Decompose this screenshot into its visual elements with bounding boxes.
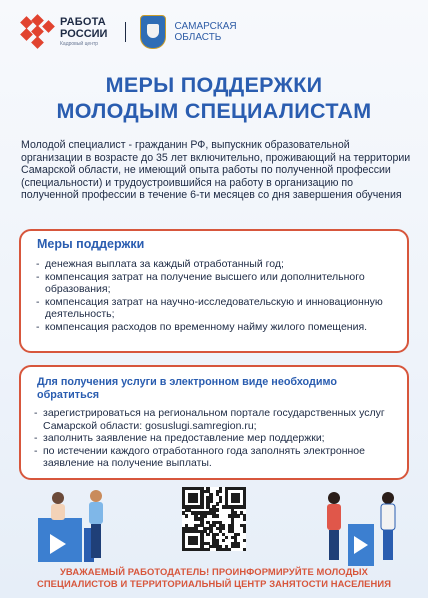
qr-module [219,499,222,502]
rabota-rossii-logo-icon [18,14,54,50]
qr-module [206,533,209,536]
qr-module [243,517,246,520]
qr-module [216,533,219,536]
qr-module [237,545,240,548]
qr-module [216,514,219,517]
list-item: - компенсация затрат на получение высшего или дополнительного образования; [33,271,403,296]
qr-module [222,527,225,530]
online-service-box [19,365,409,480]
qr-module [203,514,206,517]
qr-module [219,490,222,493]
qr-module [243,548,246,551]
title-line2: МОЛОДЫМ СПЕЦИАЛИСТАМ [56,99,372,123]
header-divider [125,22,126,42]
support-measures-heading: Меры поддержки [37,237,145,251]
header [18,10,237,54]
qr-module [200,505,203,508]
qr-module [228,548,231,551]
person-legs-icon [91,524,101,558]
person-legs-icon [383,530,393,560]
footer-line1: УВАЖАЕМЫЙ РАБОТОДАТЕЛЬ! ПРОИНФОРМИРУЙТЕ МОЛОДЫХ [60,566,368,577]
list-item: - компенсация расходов по временному найму жилого помещения. [33,321,403,334]
online-service-list [31,407,403,470]
intro-paragraph: Молодой специалист - гражданин РФ, выпускник образовательной организации в возрасте до 35 лет включительно, проживающий на территории Самарской области, не имеющий опыта работы по полученной профессии (специальности) и трудоустроившийся на работу в организацию по полученной профессии в течение 6-ти месяцев со дня завершения обучения [21,139,411,201]
list-item: - денежная выплата за каждый отработанный год; [33,258,403,271]
online-service-heading: Для получения услуги в электронном виде необходимо обратиться [37,376,337,401]
person-legs-icon [329,530,339,560]
person-body-icon [89,502,103,524]
brand-line1: РАБОТА [60,16,106,28]
qr-module [237,533,240,536]
brand-line2: РОССИИ [60,28,108,40]
list-item: - компенсация затрат на научно-исследовательскую и инновационную деятельность; [33,296,403,321]
qr-module [216,502,219,505]
person-head-icon [52,492,64,504]
list-item: - по истечении каждого отработанного года заполнять электронное заявление на получение выплаты. [31,445,403,470]
qr-module [194,542,197,545]
person-head-icon [90,490,102,502]
qr-module [185,514,188,517]
qr-module [194,499,197,502]
list-item: - зарегистрироваться на региональном портале государственных услуг Самарской области: gosuslugi.samregion.ru; [31,407,403,432]
footer-line2: СПЕЦИАЛИСТОВ И ТЕРРИТОРИАЛЬНЫЙ ЦЕНТР ЗАНЯТОСТИ НАСЕЛЕНИЯ [36,577,392,589]
support-measures-list [33,258,403,333]
qr-module [237,514,240,517]
list-item: - заполнить заявление на предоставление мер поддержки; [31,432,403,445]
person-body-icon [381,504,395,530]
person-head-icon [328,492,340,504]
qr-module [237,499,240,502]
qr-module [243,530,246,533]
qr-module [216,508,219,511]
qr-module [225,536,228,539]
qr-module [209,499,212,502]
person-head-icon [382,492,394,504]
page-title [0,72,428,124]
person-body-icon [51,504,65,520]
desk-shape [38,518,82,562]
qr-module [243,505,246,508]
region-line2: ОБЛАСТЬ [174,32,222,43]
brand-tagline: Кадровый центр [60,41,99,47]
people-illustration-right [318,488,404,566]
qr-code-icon[interactable] [182,487,246,551]
support-measures-box [19,229,409,353]
qr-module [222,539,225,542]
qr-module [206,548,209,551]
footer-notice [0,566,428,589]
person-body-icon [327,504,341,530]
title-line1: МЕРЫ ПОДДЕРЖКИ [105,73,323,97]
people-illustration-left [36,484,116,564]
qr-module [243,539,246,542]
brand-logo-text [60,17,107,47]
region-line1: САМАРСКАЯ [174,21,237,32]
coat-of-arms-icon [140,15,166,49]
region-name [174,21,236,43]
